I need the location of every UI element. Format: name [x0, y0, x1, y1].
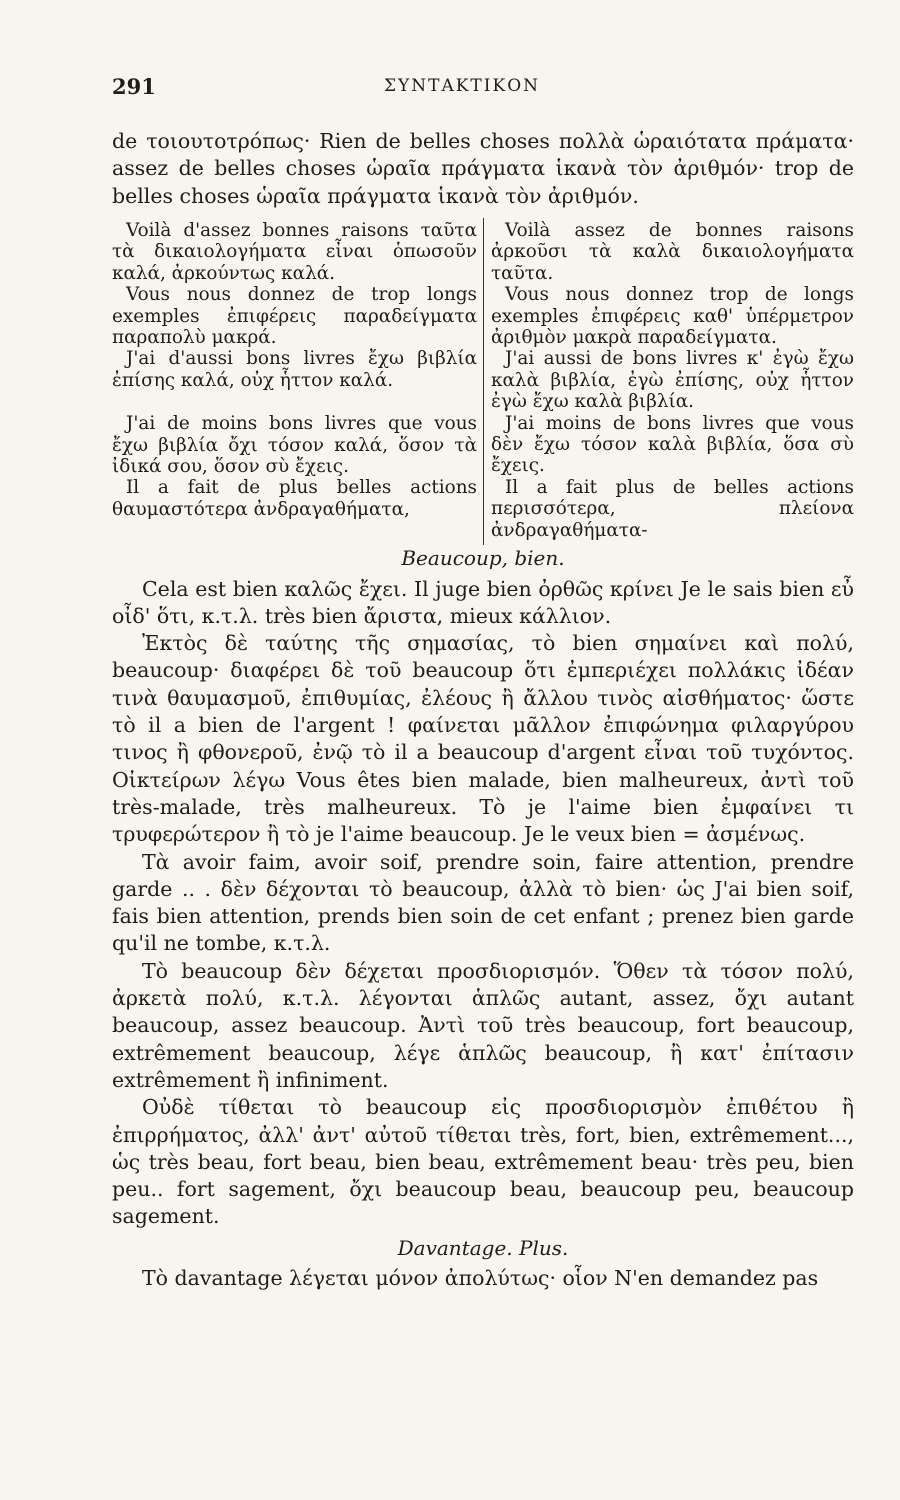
section1-paragraph: Cela est bien καλῶς ἔχει. Il juge bien ὀρθῶς κρίνει Je le sais bien εὖ οἶδ' ὅτι, κ.τ.λ. très bien ἄριστα, mieux κάλλιον. [112, 576, 854, 628]
section2-paragraph: Τὸ davantage λέγεται μόνον ἀπολύτως· οἷον N'en demandez pas [142, 1266, 819, 1291]
section1-paragraph: Οὐδὲ τίθεται τὸ beaucoup εἰς προσδιορισμὸν ἐπιθέτου ἢ ἐπιρρήματος, ἀλλ' ἀντ' αὐτοῦ τίθεται très, fort, bien, extrêmement..., ὡς très beau, fort beau, bien beau, extrêmement beau· très peu, bien peu.. fort sagement, ὄχι beaucoup beau, beaucoup peu, beaucoup sagement. [112, 1095, 854, 1229]
spacer [112, 391, 477, 413]
left-example: J'ai d'aussi bons livres ἔχω βιβλία ἐπίσης καλά, οὐχ ἧττον καλά. [112, 348, 477, 391]
column-divider [483, 218, 484, 545]
section-heading-davantage-plus: Davantage. Plus. [397, 1235, 569, 1260]
left-example: Il a fait de plus belles actions θαυμαστότερα ἀνδραγαθήματα, [112, 477, 477, 520]
section1-paragraph: Τὰ avoir faim, avoir soif, prendre soin, faire attention, prendre garde .. . δὲν δέχονται τὸ beaucoup, ἀλλὰ τὸ bien· ὡς J'ai bien soif, fais bien attention, prends bien soin de cet enfant ; prenez bien garde qu'il ne tombe, κ.τ.λ. [112, 849, 854, 956]
left-example: Vous nous donnez de trop longs exemples ἐπιφέρεις παραδείγματα παραπολὺ μακρά. [112, 284, 477, 348]
right-example: Vous nous donnez trop de longs exemples ἐπιφέρεις καθ' ὑπέρμετρον ἀριθμὸν μακρὰ παραδείγματα. [491, 284, 854, 348]
section1-paragraph: Ἐκτὸς δὲ ταύτης τῆς σημασίας, τὸ bien σημαίνει καὶ πολύ, beaucoup· διαφέρει δὲ τοῦ beaucoup ὅτι ἐμπεριέχει πολλάκις ἰδέαν τινὰ θαυμασμοῦ, ἐπιθυμίας, ἐλέους ἢ ἄλλου τινὸς αἰσθήματος· ὥστε τὸ il a bien de l'argent ! φαίνεται μᾶλλον ἐπιφώνημα φιλαργύρου τινος ἢ φθονεροῦ, ἐνῷ τὸ il a beaucoup d'argent εἶναι τοῦ τυχόντος. Οἰκτείρων λέγω Vous êtes bien malade, bien malheureux, ἀντὶ τοῦ très-malade, très malheureux. Τὸ je l'aime bien ἐμφαίνει τι τρυφερώτερον ἢ τὸ je l'aime beaucoup. Je le veux bien = ἀσμένως. [112, 631, 854, 847]
right-example: J'ai moins de bons livres que vous δὲν ἔχω τόσον καλὰ βιβλία, ὅσα σὺ ἔχεις. [491, 412, 854, 477]
right-example: J'ai aussi de bons livres κ' ἐγὼ ἔχω καλὰ βιβλία, ἐγὼ ἐπίσης, οὐχ ἧττον ἐγὼ ἔχω καλὰ βιβλία. [491, 348, 854, 413]
page-content [112, 128, 854, 1293]
running-title: ΣΥΝΤΑΚΤΙΚΟΝ [384, 76, 540, 96]
left-example: Voilà d'assez bonnes raisons ταῦτα τὰ δικαιολογήματα εἶναι ὁπωσοῦν καλά, ἀρκούντως καλά. [112, 219, 477, 284]
page-number: 291 [112, 74, 156, 99]
left-column [112, 220, 483, 541]
section1-paragraph: Τὸ beaucoup δὲν δέχεται προσδιορισμόν. Ὅθεν τὰ τόσον πολύ, ἀρκετὰ πολύ, κ.τ.λ. λέγονται ἁπλῶς autant, assez, ὄχι autant beaucoup, assez beaucoup. Ἀντὶ τοῦ très beaucoup, fort beaucoup, extrêmement beaucoup, λέγε ἁπλῶς beaucoup, ἢ κατ' ἐπίτασιν extrêmement ἢ infiniment. [112, 958, 854, 1092]
right-column [483, 220, 854, 541]
two-column-examples [112, 220, 854, 541]
page-header [112, 74, 820, 106]
right-example: Voilà assez de bonnes raisons ἀρκοῦσι τὰ καλὰ δικαιολογήματα ταῦτα. [491, 219, 854, 284]
section-heading-beaucoup-bien: Beaucoup, bien. [401, 545, 565, 570]
intro-paragraph: de τοιουτοτρόπως· Rien de belles choses πολλὰ ὡραιότατα πράματα· assez de belles choses ὡραῖα πράγματα ἱκανὰ τὸν ἀριθμόν· trop de belles choses ὡραῖα πράγματα ἱκανὰ τὸν ἀριθμόν. [112, 129, 854, 208]
left-example: J'ai de moins bons livres que vous ἔχω βιβλία ὄχι τόσον καλά, ὅσον τὰ ἰδικά σου, ὅσον σὺ ἔχεις. [112, 413, 477, 477]
right-example: Il a fait plus de belles actions περισσότερα, πλείονα ἀνδραγαθήματα- [491, 476, 854, 541]
